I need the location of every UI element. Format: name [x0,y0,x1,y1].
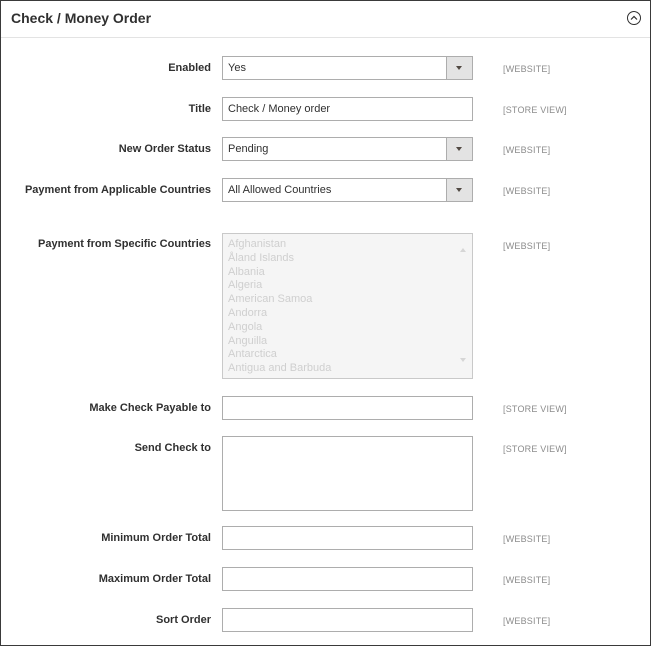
min-order-total-label: Minimum Order Total [101,532,211,544]
chevron-up-circle-icon[interactable] [627,11,641,25]
send-check-to-label: Send Check to [134,442,211,454]
chevron-down-icon[interactable] [446,138,472,160]
enabled-select[interactable] [222,56,473,80]
chevron-down-icon[interactable] [446,57,472,79]
country-option[interactable]: Angola [228,320,263,333]
max-order-total-scope: [WEBSITE] [503,575,551,585]
title-label: Title [188,103,211,115]
specific-countries-scope: [WEBSITE] [503,241,551,251]
sort-order-label: Sort Order [155,614,211,626]
country-option[interactable]: American Samoa [228,293,313,306]
title-input[interactable] [222,97,473,121]
applicable-countries-value: All Allowed Countries [228,184,332,196]
min-order-total-input[interactable] [222,526,473,550]
applicable-countries-label: Payment from Applicable Countries [24,184,211,196]
specific-countries-multiselect[interactable] [222,233,473,379]
enabled-label: Enabled [168,62,211,74]
title-value: Check / Money order [228,103,331,115]
payable-to-scope: [STORE VIEW] [503,404,567,414]
country-option[interactable]: Andorra [228,306,268,319]
new-order-status-select[interactable] [222,137,473,161]
new-order-status-value: Pending [228,143,269,155]
new-order-status-label: New Order Status [118,143,211,155]
country-option[interactable]: Antarctica [228,348,277,361]
country-option[interactable]: Anguilla [228,334,268,347]
country-option[interactable]: Afghanistan [228,238,287,250]
max-order-total-label: Maximum Order Total [98,573,211,585]
section-title: Check / Money Order [11,10,152,26]
country-option[interactable]: Algeria [228,279,263,292]
send-check-to-textarea[interactable] [222,436,473,511]
section-header[interactable] [1,1,650,38]
enabled-scope: [WEBSITE] [503,64,551,74]
new-order-status-scope: [WEBSITE] [503,145,551,155]
enabled-value: Yes [228,62,246,74]
specific-countries-label: Payment from Specific Countries [38,238,211,250]
country-option[interactable]: Åland Islands [228,251,295,264]
payable-to-label: Make Check Payable to [89,402,211,414]
scroll-up-icon[interactable] [460,248,466,252]
sort-order-scope: [WEBSITE] [503,616,551,626]
chevron-down-icon[interactable] [446,179,472,201]
payable-to-input[interactable] [222,396,473,420]
sort-order-input[interactable] [222,608,473,632]
list-scrollbar[interactable] [458,236,470,376]
send-check-to-scope: [STORE VIEW] [503,444,567,454]
applicable-countries-select[interactable] [222,178,473,202]
min-order-total-scope: [WEBSITE] [503,534,551,544]
country-list [223,234,472,376]
scroll-down-icon[interactable] [460,358,466,362]
country-option[interactable]: Antigua and Barbuda [228,362,332,375]
max-order-total-input[interactable] [222,567,473,591]
country-option[interactable]: Albania [228,265,265,278]
title-scope: [STORE VIEW] [503,105,567,115]
applicable-countries-scope: [WEBSITE] [503,186,551,196]
